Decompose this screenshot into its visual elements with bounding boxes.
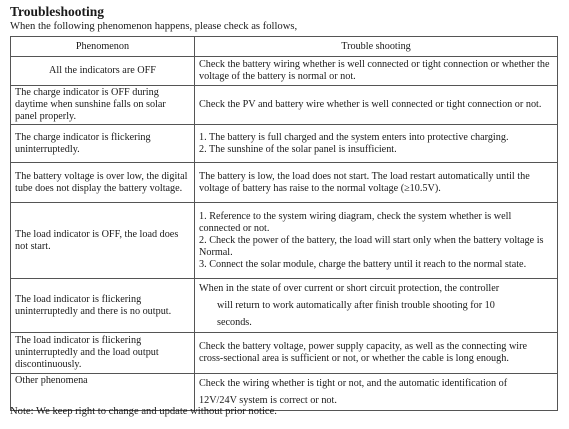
solution-cell: The battery is low, the load does not start. The load restart automatically until the voltage of battery has raise to the normal voltage (≥10.5V). — [195, 163, 558, 203]
table-row — [11, 333, 558, 374]
table-row — [11, 57, 558, 86]
solution-line: will return to work automatically after finish trouble shooting for 10 — [217, 300, 495, 311]
solution-line: 3. Connect the solar module, charge the battery until it reach to the normal state. — [199, 258, 527, 270]
solution-line: seconds. — [217, 317, 252, 328]
solution-cell: Check the PV and battery wire whether is well connected or tight connection or not. — [195, 86, 558, 125]
solution-cell: Check the battery wiring whether is well connected or tight connection or whether the voltage of the battery is normal or not. — [195, 57, 558, 86]
solution-line: 1. The battery is full charged and the system enters into protective charging. — [199, 131, 509, 143]
solution-cell — [195, 125, 558, 163]
solution-line: Check the wiring whether is tight or not, and the automatic identification of — [199, 378, 508, 389]
phenomenon-cell: The charge indicator is OFF during daytime when sunshine falls on solar panel properly. — [11, 86, 195, 125]
header-phenomenon: Phenomenon — [11, 37, 195, 57]
phenomenon-cell: The charge indicator is flickering uninterruptedly. — [11, 125, 195, 163]
page-title: Troubleshooting — [10, 4, 105, 19]
table-row — [11, 86, 558, 125]
header-trouble-shooting: Trouble shooting — [195, 37, 558, 57]
solution-cell — [195, 279, 558, 333]
solution-line: When in the state of over current or short circuit protection, the controller — [199, 283, 500, 294]
table-row — [11, 163, 558, 203]
table-header-row — [11, 37, 558, 57]
table-row — [11, 203, 558, 279]
phenomenon-cell: The battery voltage is over low, the digital tube does not display the battery voltage. — [11, 163, 195, 203]
phenomenon-cell: The load indicator is flickering uninterruptedly and the load output discontinuously. — [11, 333, 195, 374]
phenomenon-cell: The load indicator is flickering uninterruptedly and there is no output. — [11, 279, 195, 333]
table-row — [11, 125, 558, 163]
solution-cell: Check the battery voltage, power supply capacity, as well as the connecting wire cross-sectional area is sufficient or not, or whether the cable is long enough. — [195, 333, 558, 374]
table-row — [11, 279, 558, 333]
troubleshooting-table — [10, 36, 558, 411]
phenomenon-cell: All the indicators are OFF — [11, 57, 195, 86]
solution-line: 2. Check the power of the battery, the load will start only when the battery voltage is Normal. — [199, 234, 544, 258]
solution-line: 12V/24V system is correct or not. — [199, 395, 337, 406]
phenomenon-cell: The load indicator is OFF, the load does not start. — [11, 203, 195, 279]
phenomenon-cell: Other phenomena — [11, 374, 195, 411]
solution-cell — [195, 203, 558, 279]
solution-line: 2. The sunshine of the solar panel is insufficient. — [199, 143, 397, 155]
footer-note: Note: We keep right to change and update without prior notice. — [10, 406, 277, 417]
solution-cell — [195, 374, 558, 411]
solution-line: 1. Reference to the system wiring diagram, check the system whether is well connected or not. — [199, 210, 512, 234]
table-row — [11, 374, 558, 411]
intro-text: When the following phenomenon happens, please check as follows, — [10, 21, 298, 32]
